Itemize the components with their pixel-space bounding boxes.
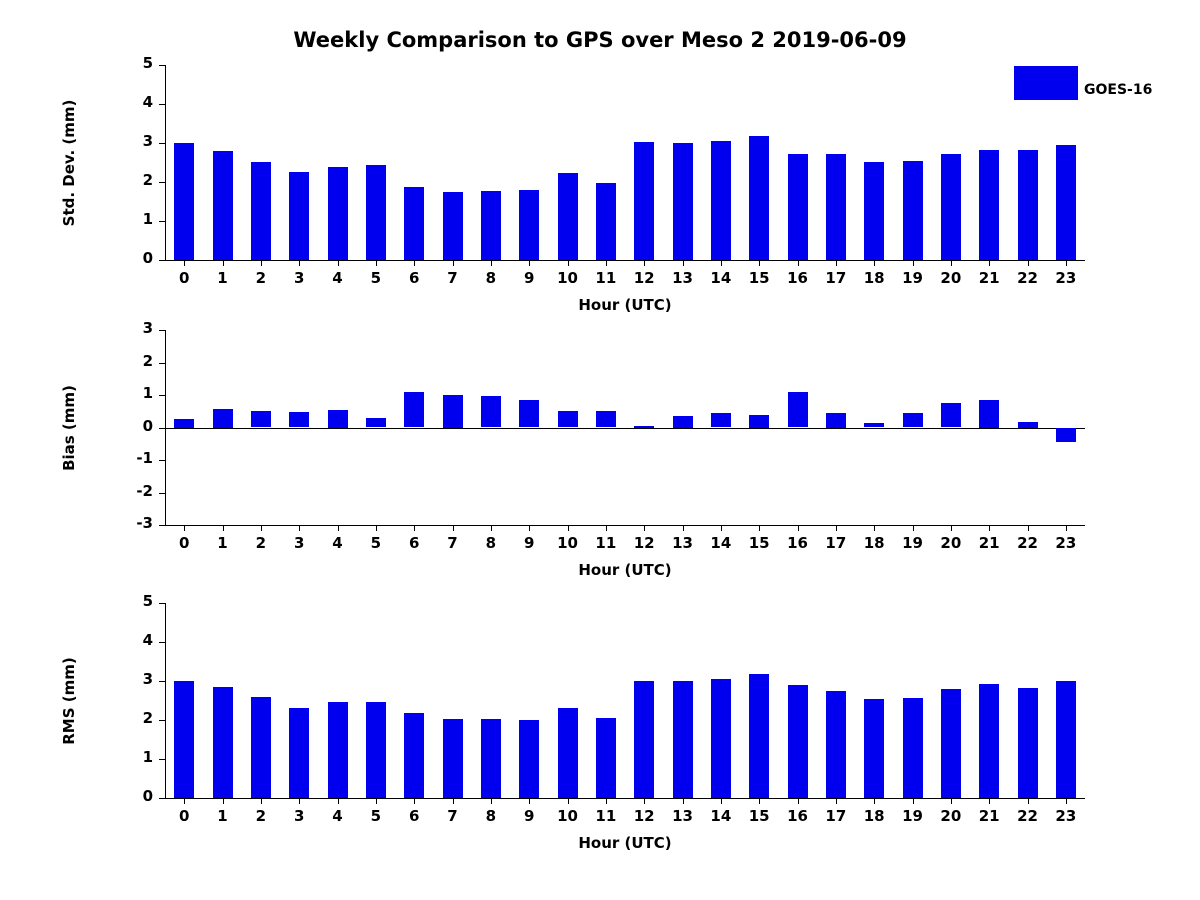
x-tick — [606, 798, 607, 804]
x-tick-label: 15 — [748, 269, 770, 287]
x-tick-label: 7 — [447, 269, 458, 287]
x-tick-label: 13 — [672, 807, 693, 825]
bar — [941, 689, 961, 798]
x-tick-label: 19 — [902, 269, 923, 287]
x-tick-label: 4 — [332, 269, 343, 287]
x-tick-label: 23 — [1055, 269, 1077, 287]
y-tick-label: -3 — [136, 514, 153, 532]
x-tick-label: 13 — [672, 269, 693, 287]
y-axis-line — [165, 603, 166, 798]
y-tick-label: 4 — [142, 631, 153, 649]
x-tick-label: 0 — [178, 534, 190, 552]
x-tick-label: 3 — [293, 807, 305, 825]
x-tick — [1028, 798, 1029, 804]
x-tick-label: 7 — [447, 807, 458, 825]
x-tick-label: 23 — [1055, 807, 1077, 825]
bar — [788, 685, 808, 798]
x-tick-label: 5 — [370, 807, 382, 825]
bar — [519, 720, 539, 798]
x-tick-label: 23 — [1055, 534, 1077, 552]
x-tick-label: 2 — [255, 534, 267, 552]
x-tick-label: 9 — [523, 807, 535, 825]
x-tick-label: 6 — [408, 534, 420, 552]
x-tick-label: 6 — [408, 807, 420, 825]
x-axis-label: Hour (UTC) — [578, 296, 672, 314]
x-tick — [989, 798, 990, 804]
x-tick — [683, 798, 684, 804]
x-tick — [568, 798, 569, 804]
y-tick-label: 1 — [142, 748, 153, 766]
x-tick-label: 19 — [902, 534, 923, 552]
x-tick — [299, 798, 300, 804]
x-tick-label: 17 — [825, 807, 847, 825]
x-tick-label: 7 — [447, 534, 458, 552]
x-tick-label: 14 — [710, 269, 732, 287]
x-tick-label: 1 — [217, 534, 228, 552]
bar — [213, 687, 233, 798]
x-tick-label: 22 — [1017, 534, 1038, 552]
y-tick-label: 3 — [142, 132, 153, 150]
y-tick-label: -1 — [136, 449, 153, 467]
x-tick-label: 13 — [672, 534, 693, 552]
y-tick-label: 0 — [142, 416, 153, 435]
y-tick-label: 1 — [142, 210, 153, 228]
bar — [404, 713, 424, 798]
x-tick — [529, 798, 530, 804]
x-tick — [759, 798, 760, 804]
y-tick-label: 5 — [142, 54, 153, 72]
x-tick-label: 11 — [595, 807, 617, 825]
x-tick-label: 16 — [787, 269, 808, 287]
x-tick-label: 20 — [940, 269, 962, 287]
bar — [903, 698, 923, 798]
x-tick-label: 4 — [332, 807, 343, 825]
x-tick — [376, 798, 377, 804]
x-tick-label: 22 — [1017, 807, 1038, 825]
x-tick — [951, 798, 952, 804]
bar — [826, 691, 846, 798]
bar — [673, 681, 693, 798]
x-tick-label: 10 — [557, 807, 578, 825]
bar — [1056, 681, 1076, 798]
x-tick — [338, 798, 339, 804]
y-tick — [159, 603, 165, 604]
bar — [481, 719, 501, 798]
x-tick-label: 5 — [370, 269, 382, 287]
y-tick — [159, 798, 165, 799]
x-tick-label: 3 — [293, 534, 305, 552]
bar — [864, 699, 884, 798]
y-axis-label: RMS (mm) — [60, 656, 78, 745]
x-tick — [798, 798, 799, 804]
x-axis-line — [165, 798, 1085, 799]
x-tick-label: 15 — [748, 807, 770, 825]
x-tick-label: 9 — [523, 269, 535, 287]
y-tick-label: 5 — [142, 592, 153, 610]
x-tick-label: 1 — [217, 807, 228, 825]
y-tick-label: 3 — [142, 319, 153, 337]
x-tick-label: 16 — [787, 534, 808, 552]
x-tick-label: 17 — [825, 534, 847, 552]
x-tick-label: 20 — [940, 534, 962, 552]
y-tick — [159, 681, 165, 682]
bar — [289, 708, 309, 798]
x-tick-label: 12 — [633, 807, 655, 825]
x-tick-label: 8 — [485, 807, 497, 825]
x-tick-label: 3 — [293, 269, 305, 287]
x-tick-label: 21 — [978, 807, 1000, 825]
bar — [558, 708, 578, 798]
bar — [174, 681, 194, 798]
x-tick-label: 14 — [710, 807, 732, 825]
y-tick-label: 2 — [142, 171, 153, 189]
x-tick-label: 1 — [217, 269, 228, 287]
x-tick — [836, 798, 837, 804]
x-tick-label: 18 — [863, 534, 885, 552]
bar — [711, 679, 731, 798]
x-tick — [414, 798, 415, 804]
x-tick-label: 4 — [332, 534, 343, 552]
x-tick-label: 6 — [408, 269, 420, 287]
bar — [596, 718, 616, 798]
x-tick-label: 22 — [1017, 269, 1038, 287]
x-tick — [184, 798, 185, 804]
x-tick-label: 2 — [255, 269, 267, 287]
x-tick-label: 0 — [178, 269, 190, 287]
bar — [979, 684, 999, 798]
x-tick-label: 14 — [710, 534, 732, 552]
y-tick — [159, 642, 165, 643]
x-tick-label: 2 — [255, 807, 267, 825]
y-tick-label: 0 — [142, 787, 153, 805]
x-tick — [644, 798, 645, 804]
x-tick-label: 8 — [485, 269, 497, 287]
x-axis-label: Hour (UTC) — [578, 561, 672, 579]
y-tick — [159, 759, 165, 760]
x-tick — [491, 798, 492, 804]
bar — [443, 719, 463, 798]
bar — [1018, 688, 1038, 798]
y-tick-label: -2 — [136, 481, 153, 500]
x-tick-label: 16 — [787, 807, 808, 825]
x-tick-label: 18 — [863, 807, 885, 825]
x-tick-label: 5 — [370, 534, 382, 552]
x-tick-label: 0 — [178, 807, 190, 825]
y-axis-label: Bias (mm) — [60, 384, 78, 471]
x-tick-label: 10 — [557, 269, 578, 287]
x-tick-label: 12 — [633, 534, 655, 552]
y-tick-label: 3 — [142, 670, 153, 688]
y-tick-label: 0 — [142, 249, 153, 267]
x-tick-label: 18 — [863, 269, 885, 287]
bar — [366, 702, 386, 798]
x-tick — [261, 798, 262, 804]
x-tick — [223, 798, 224, 804]
x-tick — [453, 798, 454, 804]
page-title: Weekly Comparison to GPS over Meso 2 2019-06-09 — [293, 28, 907, 52]
x-tick — [1066, 798, 1067, 804]
x-tick-label: 10 — [557, 534, 578, 552]
x-tick-label: 19 — [902, 807, 923, 825]
y-tick-label: 2 — [142, 709, 153, 727]
x-tick-label: 17 — [825, 269, 847, 287]
y-tick-label: 2 — [142, 351, 153, 370]
legend-label: GOES-16 — [1084, 82, 1153, 98]
x-tick — [913, 798, 914, 804]
x-tick-label: 11 — [595, 269, 617, 287]
bar — [328, 702, 348, 798]
x-tick — [721, 798, 722, 804]
x-axis-label: Hour (UTC) — [578, 834, 672, 852]
y-tick-label: 4 — [142, 93, 153, 111]
x-tick-label: 11 — [595, 534, 617, 552]
x-tick-label: 12 — [633, 269, 655, 287]
bar — [749, 674, 769, 798]
x-tick-label: 21 — [978, 534, 1000, 552]
x-tick-label: 8 — [485, 534, 497, 552]
x-tick-label: 20 — [940, 807, 962, 825]
bar — [634, 681, 654, 798]
y-tick-label: 1 — [142, 384, 153, 402]
y-tick — [159, 720, 165, 721]
x-tick-label: 21 — [978, 269, 1000, 287]
bar — [251, 697, 271, 798]
x-tick-label: 9 — [523, 534, 535, 552]
x-tick-label: 15 — [748, 534, 770, 552]
y-axis-label: Std. Dev. (mm) — [60, 99, 78, 226]
x-tick — [874, 798, 875, 804]
